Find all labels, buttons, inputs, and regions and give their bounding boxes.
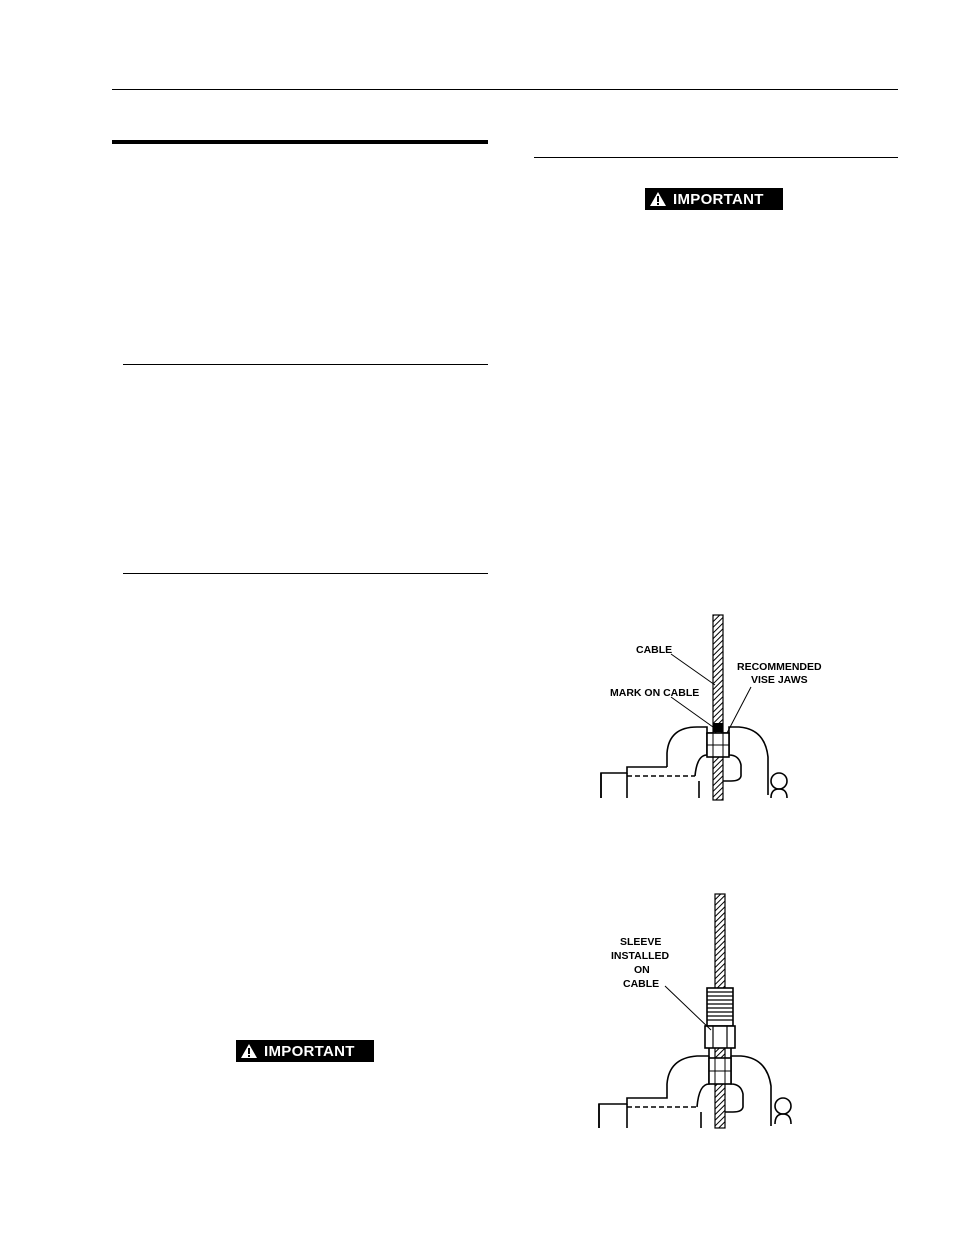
- figure-sleeve-on-cable: [545, 888, 863, 1133]
- section-heading-rule-left: [112, 140, 488, 144]
- warning-triangle-icon: [649, 191, 667, 207]
- sleeve-label-1: SLEEVE: [620, 936, 662, 948]
- table-rule-top: [123, 364, 488, 365]
- vise-body: [601, 727, 768, 798]
- vise-jaws-label-2: VISE JAWS: [751, 674, 808, 686]
- important-badge: [645, 188, 783, 210]
- vise-handle: [771, 773, 787, 789]
- header-rule: [112, 89, 898, 90]
- section-heading-rule-right: [534, 157, 898, 158]
- sleeve-label-4: CABLE: [623, 978, 660, 990]
- vise-jaws-label-1: RECOMMENDED: [737, 661, 822, 673]
- important-badge: [236, 1040, 374, 1062]
- vise-handle: [775, 1098, 791, 1114]
- important-label: IMPORTANT: [264, 1042, 355, 1060]
- warning-triangle-icon: [240, 1043, 258, 1059]
- figure-cable-in-vise: [565, 605, 835, 810]
- cable-label: CABLE: [636, 644, 673, 656]
- table-rule-bottom: [123, 573, 488, 574]
- sleeve-label-2: INSTALLED: [611, 950, 670, 962]
- important-label: IMPORTANT: [673, 190, 764, 208]
- sleeve-label-3: ON: [634, 964, 650, 976]
- sleeve-nut: [705, 1026, 735, 1048]
- cable-mark: [713, 723, 723, 732]
- vise-body: [599, 1048, 771, 1128]
- cable: [713, 615, 723, 800]
- mark-on-cable-label: MARK ON CABLE: [610, 687, 700, 699]
